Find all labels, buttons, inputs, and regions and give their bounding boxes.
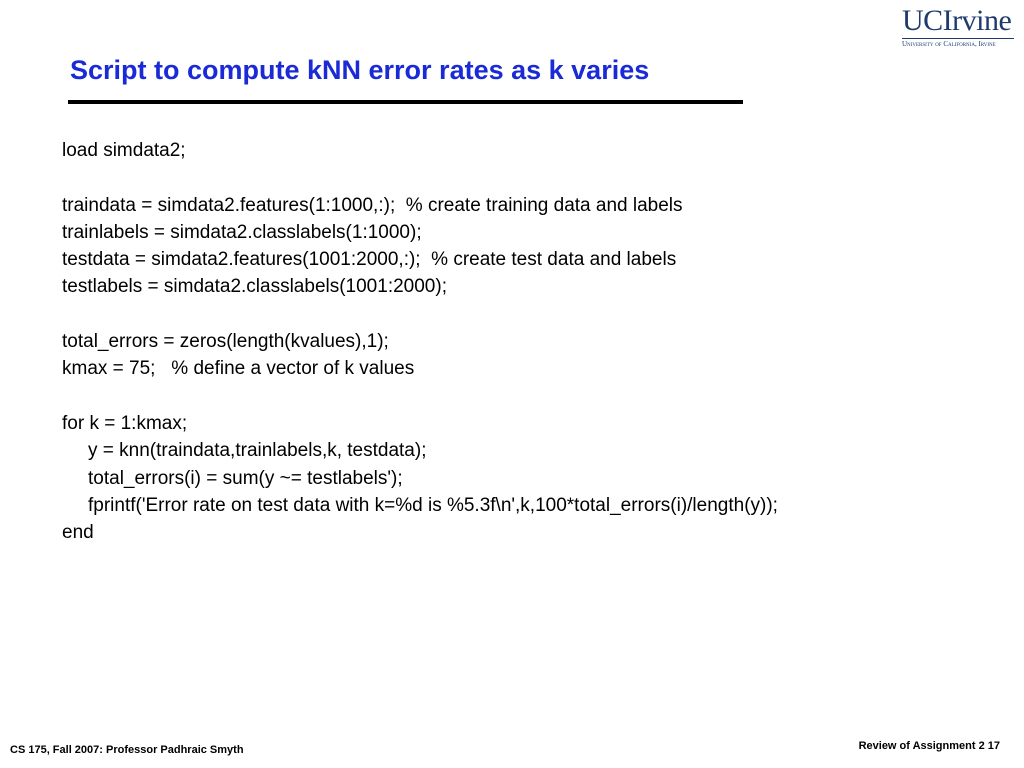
code-line: kmax = 75; % define a vector of k values (62, 358, 415, 380)
code-line: fprintf('Error rate on test data with k=%d is %5.3f\n',k,100*total_errors(i)/length(y)); (88, 494, 778, 516)
code-line: trainlabels = simdata2.classlabels(1:1000); (62, 221, 422, 243)
blank-line (62, 301, 1012, 328)
logo-wordmark: UCIrvine (902, 4, 1012, 37)
code-line: testdata = simdata2.features(1001:2000,:); % create test data and labels (62, 249, 677, 271)
footer-slide-number: Review of Assignment 2 17 (858, 740, 1000, 752)
blank-line (62, 383, 1012, 410)
code-line: total_errors(i) = sum(y ~= testlabels'); (88, 467, 403, 489)
code-line: traindata = simdata2.features(1:1000,:); % create training data and labels (62, 194, 683, 216)
uc-irvine-logo (902, 6, 1014, 46)
code-line: load simdata2; (62, 140, 186, 161)
code-line: testlabels = simdata2.classlabels(1001:2000); (62, 276, 447, 298)
logo-divider (902, 38, 1014, 39)
code-line: total_errors = zeros(length(kvalues),1); (62, 331, 389, 353)
footer-course-info: CS 175, Fall 2007: Professor Padhraic Smyth (10, 744, 244, 756)
code-line: for k = 1:kmax; (62, 412, 188, 434)
slide-title: Script to compute kNN error rates as k varies (70, 55, 650, 85)
logo-subtitle: University of California, Irvine (902, 40, 996, 48)
title-underline (68, 100, 743, 104)
code-block (62, 137, 1012, 546)
code-line: y = knn(traindata,trainlabels,k, testdata); (88, 440, 427, 462)
blank-line (62, 164, 1012, 191)
code-line: end (62, 522, 94, 544)
